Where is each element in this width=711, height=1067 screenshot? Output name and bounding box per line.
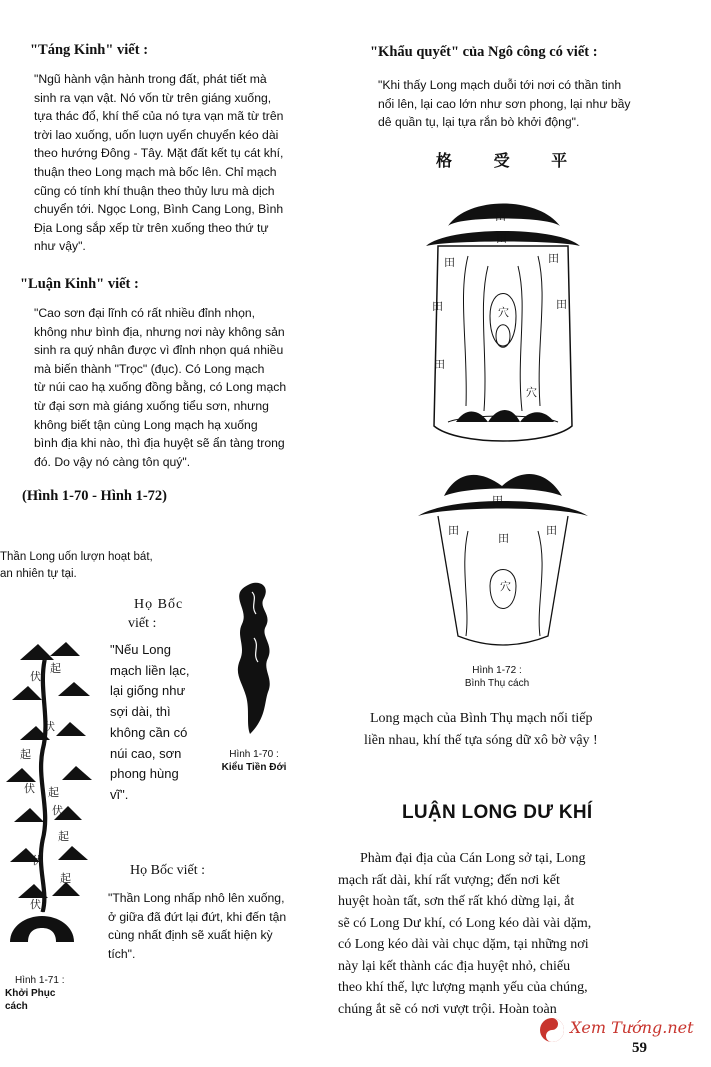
fig-char: 起 bbox=[20, 749, 31, 761]
body-line: Phàm đại địa của Cán Long sở tại, Long bbox=[360, 851, 586, 866]
summary-line: liền nhau, khí thế tựa sóng dữ xô bờ vậy ! bbox=[364, 733, 598, 748]
quote-line: dê quần tụ, lại tựa rắn bò khởi động". bbox=[378, 115, 580, 130]
ho-boc-2-heading: Họ Bốc viết : bbox=[130, 863, 206, 878]
quote-line: "Ngũ hành vận hành trong đất, phát tiết mà bbox=[34, 72, 267, 86]
fig-char: 伏 bbox=[52, 805, 63, 817]
quote-line: "Thần Long nhấp nhô lên xuống, bbox=[108, 891, 285, 905]
body-line: theo khí thế, lực lượng mạnh yếu của chúng, bbox=[338, 980, 588, 995]
fig-char: 起 bbox=[58, 831, 69, 843]
body-line: huyệt hoàn tất, sơn thế rất khó dừng lại, ắt bbox=[338, 894, 575, 909]
ho-boc-1-heading bbox=[128, 595, 183, 633]
quote-line: mà biến thành "Trọc" (đục). Có Long mạch bbox=[34, 361, 265, 376]
quote-line: "Cao sơn đại lĩnh có rất nhiều đỉnh nhọn, bbox=[34, 306, 256, 320]
heading-line: viết : bbox=[128, 616, 157, 631]
quote-line: mạch liền lạc, bbox=[110, 662, 190, 678]
body-line: này lại kết thành các địa huyệt nhỏ, chiếu bbox=[338, 958, 571, 974]
figure-reference: (Hình 1-70 - Hình 1-72) bbox=[22, 488, 168, 504]
section-body bbox=[338, 848, 682, 1020]
tang-kinh-heading: "Táng Kinh" viết : bbox=[30, 42, 149, 58]
quote-line: sợi dài, thì bbox=[110, 704, 171, 720]
quote-line: bình địa khi nào, thì địa huyệt sẽ ẩn tàng trong bbox=[34, 436, 285, 451]
caption-line: Hình 1-70 : bbox=[229, 749, 279, 760]
quote-line: từ núi cao hạ xuống đồng bằng, có Long mạch bbox=[34, 380, 287, 395]
fig-char: 田 bbox=[492, 494, 503, 507]
quote-line: không như bình địa, nhưng nơi này không sản bbox=[34, 324, 285, 339]
body-line: có Long kéo dài vài chục dặm, tại những nơi bbox=[338, 937, 589, 952]
fig-char: 起 bbox=[48, 787, 59, 799]
khau-quyet-heading: "Khẩu quyết" của Ngô công có viết : bbox=[370, 44, 598, 60]
caption-line: Kiểu Tiền Đới bbox=[221, 762, 287, 773]
tien-doi-figure bbox=[228, 578, 288, 740]
figure-1-72-caption bbox=[447, 664, 547, 690]
fig-char: 起 bbox=[50, 663, 61, 675]
quote-line: không biết tận cùng Long mạch hạ xuống bbox=[34, 417, 258, 432]
section-title: LUẬN LONG DƯ KHÍ bbox=[402, 802, 593, 823]
quote-line: sinh ra quý nhân được vì đỉnh nhọn quá nhiều bbox=[34, 343, 284, 358]
ho-boc-1-quote bbox=[110, 640, 205, 806]
caption-line: Khởi Phục cách bbox=[5, 988, 56, 1012]
quote-line: phong hùng bbox=[110, 766, 179, 782]
quote-line: nổi lên, lại cao lớn như sơn phong, lại như bầy bbox=[378, 96, 631, 111]
quote-line: theo hướng Đông - Tây. Mặt đất kết tụ cát khí, bbox=[34, 146, 284, 161]
fig-char: 穴 bbox=[498, 306, 509, 319]
fig-char: 田 bbox=[495, 210, 506, 223]
fig-char: 起 bbox=[60, 873, 71, 885]
fig-char: 穴 bbox=[500, 580, 511, 593]
body-line: mạch rất dài, khí rất vượng; đến nơi kết bbox=[338, 872, 560, 888]
page-number: 59 bbox=[632, 1040, 647, 1056]
fig-char: 田 bbox=[496, 232, 507, 245]
fig-char: 田 bbox=[432, 300, 443, 313]
body-line: sẽ có Long Dư khí, có Long kéo dài vài dặm, bbox=[338, 915, 592, 931]
diagram-title: 格 受 平 bbox=[436, 151, 586, 170]
fig-char: 田 bbox=[498, 532, 509, 545]
quote-line: như vậy". bbox=[34, 239, 86, 254]
quote-line: núi cao, sơn bbox=[110, 745, 182, 761]
ho-boc-2-quote bbox=[108, 889, 338, 963]
caption-line: Thần Long uốn lượn hoạt bát, bbox=[0, 551, 153, 563]
caption-line: Bình Thụ cách bbox=[464, 678, 530, 689]
quote-line: thuận theo Long mạch mà bốc lên. Chỉ mạch bbox=[34, 164, 277, 179]
caption-line: an nhiên tự tại. bbox=[0, 568, 77, 580]
yin-yang-icon bbox=[538, 1016, 566, 1044]
figure-1-71-caption bbox=[0, 974, 75, 1013]
quote-line: tựa thác đổ, khí thế của nó tựa vạn mã từ trên bbox=[34, 109, 284, 124]
quote-line: "Khi thấy Long mạch duỗi tới nơi có thần tinh bbox=[378, 78, 622, 92]
fig-char: 伏 bbox=[30, 899, 41, 911]
quote-line: từ đại sơn mà giáng xuống tiểu sơn, nhưng bbox=[34, 398, 269, 413]
quote-line: ở giữa đã đứt lại đứt, khi đến tận bbox=[108, 909, 287, 924]
fig-char: 伏 bbox=[24, 783, 35, 795]
quote-line: trời lao xuống, uốn luợn uyển chuyển kéo dài bbox=[34, 127, 279, 142]
caption-line: Hình 1-72 : bbox=[472, 665, 522, 676]
than-long-caption bbox=[0, 549, 200, 583]
fig-char: 田 bbox=[548, 252, 559, 265]
binh-thu-labels bbox=[408, 186, 594, 656]
watermark-text: Xem Tướng.net bbox=[570, 1018, 694, 1037]
figure-1-70-caption bbox=[204, 748, 304, 774]
fig-char: 田 bbox=[434, 358, 445, 371]
body-line: chúng ắt sẽ có nơi vượt trội. Hoàn toàn bbox=[338, 1001, 557, 1017]
watermark bbox=[538, 1012, 708, 1048]
fig-char: 田 bbox=[448, 524, 459, 537]
caption-line: Hình 1-71 : bbox=[15, 975, 65, 986]
quote-line: không cần có bbox=[110, 724, 188, 740]
fig-char: 田 bbox=[444, 256, 455, 269]
quote-line: cùng nhất định sẽ xuất hiện kỳ bbox=[108, 928, 273, 943]
luan-kinh-heading: "Luận Kinh" viết : bbox=[20, 276, 139, 292]
khoi-phuc-labels bbox=[10, 642, 100, 911]
quote-line: tích". bbox=[108, 946, 136, 961]
quote-line: sinh ra vạn vật. Nó vốn từ trên giáng xuống, bbox=[34, 90, 272, 105]
fig-char: 田 bbox=[556, 298, 567, 311]
binh-thu-summary bbox=[364, 708, 694, 752]
summary-line: Long mạch của Bình Thụ mạch nối tiếp bbox=[370, 711, 593, 726]
heading-line: Họ Bốc bbox=[134, 597, 184, 612]
quote-line: đó. Do vậy nó càng tôn quý". bbox=[34, 454, 191, 469]
khau-quyet-quote bbox=[378, 76, 678, 132]
quote-line: "Nếu Long bbox=[110, 642, 171, 657]
fig-char: 伏 bbox=[32, 855, 43, 867]
quote-line: vĩ". bbox=[110, 786, 129, 802]
quote-line: lại giống như bbox=[110, 683, 186, 699]
fig-char: 田 bbox=[546, 524, 557, 537]
fig-char: 伏 bbox=[30, 671, 41, 683]
quote-line: Địa Long sắp xếp từ trên xuống theo thứ tự bbox=[34, 220, 269, 235]
quote-line: cũng có tính khí thuận theo thủy lưu mà dịch bbox=[34, 183, 275, 198]
luan-kinh-quote bbox=[34, 304, 334, 471]
quote-line: chuyển tới. Ngọc Long, Bình Cang Long, Bình bbox=[34, 202, 284, 217]
tang-kinh-quote bbox=[34, 70, 334, 256]
fig-char: 伏 bbox=[44, 721, 55, 733]
fig-char: 穴 bbox=[526, 386, 537, 399]
